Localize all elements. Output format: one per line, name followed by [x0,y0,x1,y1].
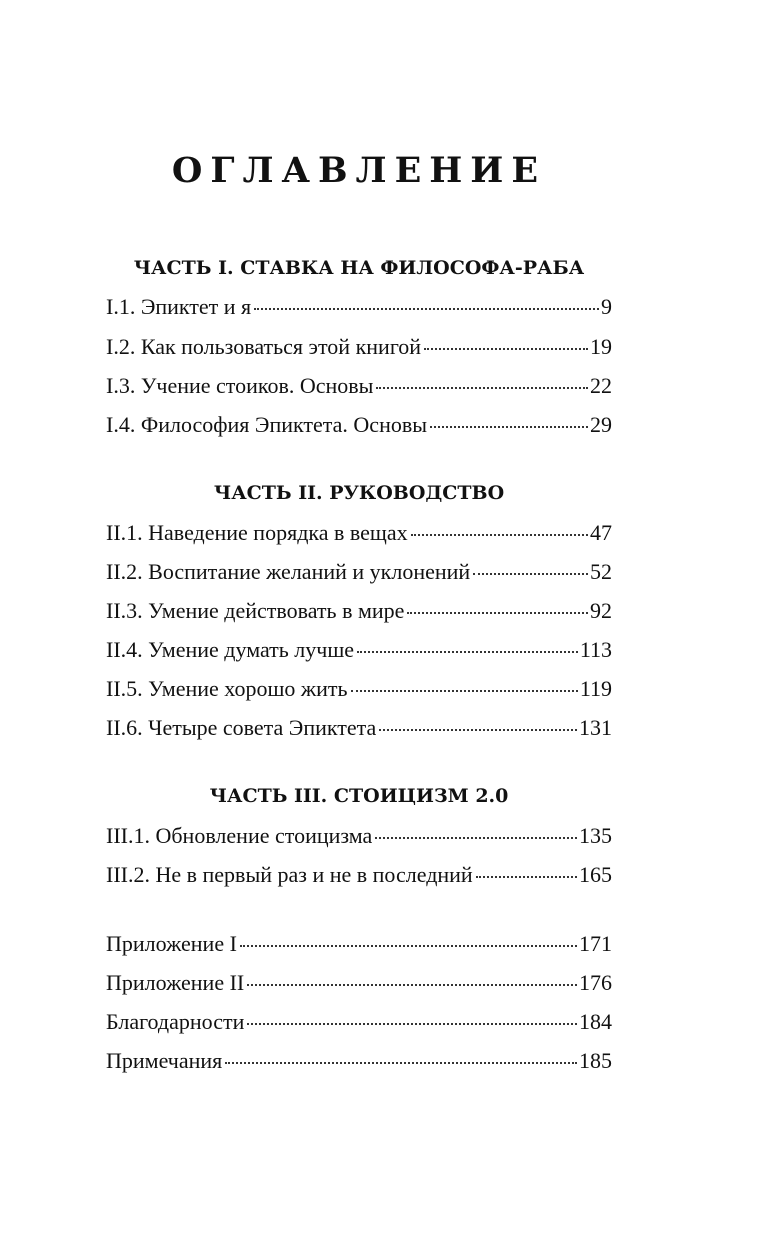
entry-label: I.2. Как пользоваться этой книгой [106,334,422,359]
dot-leader [424,330,588,354]
part-heading-2: ЧАСТЬ II. РУКОВОДСТВО [213,482,505,504]
entry-page-number: 52 [590,559,612,584]
toc-entry[interactable] [106,516,612,548]
entry-label: I.3. Учение стоиков. Основы [106,373,374,398]
entry-page-number: 29 [590,412,612,437]
entry-page-number: 92 [590,598,612,623]
entry-label: Приложение I [106,931,237,956]
entry-page-number: 176 [579,970,612,995]
toc-entry[interactable] [106,858,612,890]
toc-entry[interactable] [106,369,612,401]
entry-page-number: 9 [601,294,612,319]
toc-entry[interactable] [106,672,612,704]
entry-page-number: 19 [590,334,612,359]
entry-label: I.1. Эпиктет и я [106,294,252,319]
dot-leader [430,408,588,432]
toc-entry[interactable] [106,633,612,665]
toc-entry[interactable] [106,408,612,440]
part-heading-3: ЧАСТЬ III. СТОИЦИЗМ 2.0 [209,785,509,807]
dot-leader [254,290,599,314]
dot-leader [379,711,577,735]
entry-label: Приложение II [106,970,245,995]
dot-leader [225,1044,577,1068]
entry-label: II.2. Воспитание желаний и уклонений [106,559,471,584]
toc-entry[interactable] [106,330,612,362]
dot-leader [407,594,588,618]
toc-entry[interactable] [106,711,612,743]
page-title: ОГЛАВЛЕНИЕ [171,150,547,191]
entry-page-number: 22 [590,373,612,398]
entry-label: II.5. Умение хорошо жить [106,676,348,701]
entry-label: II.4. Умение думать лучше [106,637,355,662]
entry-page-number: 47 [590,520,612,545]
toc-entry[interactable] [106,594,612,626]
entry-label: II.6. Четыре совета Эпиктета [106,715,377,740]
dot-leader [473,555,588,579]
dot-leader [411,516,588,540]
dot-leader [351,672,578,696]
toc-entry[interactable] [106,819,612,851]
toc-entry[interactable] [106,290,612,322]
part-heading-1: ЧАСТЬ I. СТАВКА НА ФИЛОСОФА-РАБА [133,257,585,279]
entry-page-number: 185 [579,1048,612,1073]
entry-page-number: 119 [579,676,612,701]
entry-label: III.1. Обновление стоицизма [106,823,373,848]
dot-leader [375,819,577,843]
entry-label: III.2. Не в первый раз и не в последний [106,862,473,887]
toc-entry-appendix-2[interactable] [106,966,612,998]
entry-label: I.4. Философия Эпиктета. Основы [106,412,428,437]
entry-label: Благодарности [106,1009,245,1034]
dot-leader [376,369,588,393]
dot-leader [357,633,578,657]
toc-entry[interactable] [106,555,612,587]
entry-page-number: 135 [579,823,612,848]
entry-label: Примечания [106,1048,223,1073]
toc-entry-notes[interactable] [106,1044,612,1076]
entry-page-number: 113 [579,637,612,662]
toc-entry-acknowledgements[interactable] [106,1005,612,1037]
dot-leader [247,966,577,990]
dot-leader [240,927,577,951]
dot-leader [476,858,577,882]
entry-page-number: 184 [579,1009,612,1034]
entry-label: II.1. Наведение порядка в вещах [106,520,408,545]
entry-page-number: 171 [579,931,612,956]
dot-leader [247,1005,577,1029]
entry-page-number: 131 [579,715,612,740]
toc-entry-appendix-1[interactable] [106,927,612,959]
entry-label: II.3. Умение действовать в мире [106,598,405,623]
entry-page-number: 165 [579,862,612,887]
